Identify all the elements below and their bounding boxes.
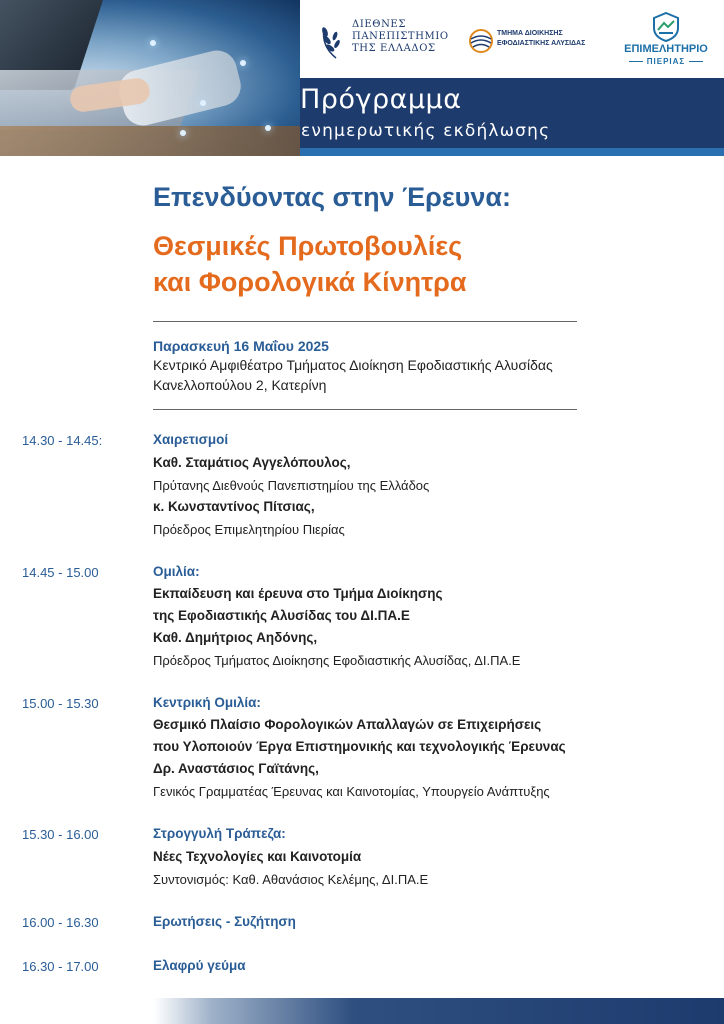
program-label: Χαιρετισμοί — [153, 432, 229, 447]
program-line: Συντονισμός: Καθ. Αθανάσιος Κελέμης, ΔΙ.ΠΑ.Ε — [153, 872, 429, 887]
program-line: Δρ. Αναστάσιος Γαϊτάνης, — [153, 761, 319, 776]
program-line: Πρόεδρος Επιμελητηρίου Πιερίας — [153, 522, 345, 537]
hero-laptop-image — [0, 0, 300, 156]
program-line: Καθ. Σταμάτιος Αγγελόπουλος, — [153, 455, 351, 470]
program-time: 14.45 - 15.00 — [22, 565, 99, 580]
program-line: Γενικός Γραμματέας Έρευνας και Καινοτομίας, Υπουργείο Ανάπτυξης — [153, 784, 550, 799]
department-name-line: ΤΜΗΜΑ ΔΙΟΙΚΗΣΗΣ — [497, 30, 563, 37]
footer-band — [154, 998, 724, 1024]
university-name — [352, 19, 449, 55]
program-subtitle: ενημερωτικής εκδήλωσης — [301, 121, 551, 141]
glow-dot — [265, 125, 271, 131]
program-line: Εκπαίδευση και έρευνα στο Τμήμα Διοίκησης — [153, 586, 443, 601]
program-line: Νέες Τεχνολογίες και Καινοτομία — [153, 849, 362, 864]
chamber-subname: ΠΙΕΡΙΑΣ — [622, 57, 710, 66]
department-name-line: ΕΦΟΔΙΑΣΤΙΚΗΣ ΑΛΥΣΙΔΑΣ — [497, 40, 586, 47]
glow-dot — [150, 40, 156, 46]
program-time: 14.30 - 14.45: — [22, 433, 103, 448]
program-time: 16.00 - 16.30 — [22, 915, 99, 930]
department-globe-logo-icon — [468, 28, 494, 54]
glow-dot — [240, 60, 246, 66]
event-date: Παρασκευή 16 Μαΐου 2025 — [153, 338, 329, 354]
glow-dot — [200, 100, 206, 106]
university-name-line: ΔΙΕΘΝΕΣ — [352, 19, 406, 30]
title-band-stripe — [300, 148, 724, 156]
program-time: 16.30 - 17.00 — [22, 959, 99, 974]
desk-shape — [0, 126, 300, 156]
chamber-shield-logo-icon — [652, 12, 680, 42]
event-heading-line3: και Φορολογικά Κίνητρα — [153, 267, 467, 297]
department-name — [497, 29, 585, 49]
divider — [153, 321, 577, 322]
program-line: Καθ. Δημήτριος Αηδόνης, — [153, 630, 318, 645]
event-address: Κανελλοπούλου 2, Κατερίνη — [153, 377, 327, 393]
program-label: Ομιλία: — [153, 564, 200, 579]
program-line: Πρόεδρος Τμήματος Διοίκησης Εφοδιαστικής Αλυσίδας, ΔΙ.ΠΑ.Ε — [153, 653, 521, 668]
program-label: Ερωτήσεις - Συζήτηση — [153, 914, 296, 929]
program-line: Θεσμικό Πλαίσιο Φορολογικών Απαλλαγών σε Επιχειρήσεις — [153, 717, 542, 732]
program-line: κ. Κωνσταντίνος Πίτσιας, — [153, 499, 315, 514]
university-name-line: ΤΗΣ ΕΛΛΑΔΟΣ — [352, 43, 436, 54]
program-line: Πρύτανης Διεθνούς Πανεπιστημίου της Ελλάδος — [153, 478, 430, 493]
program-label: Ελαφρύ γεύμα — [153, 958, 246, 973]
program-label: Κεντρική Ομιλία: — [153, 695, 261, 710]
event-heading-line1: Επενδύοντας στην Έρευνα: — [153, 182, 511, 212]
university-name-line: ΠΑΝΕΠΙΣΤΗΜΙΟ — [352, 31, 449, 42]
program-line: που Υλοποιούν Έργα Επιστημονικής και τεχνολογικής Έρευνας — [153, 739, 566, 754]
program-line: της Εφοδιαστικής Αλυσίδας του ΔΙ.ΠΑ.Ε — [153, 608, 410, 623]
glow-dot — [180, 130, 186, 136]
university-laurel-logo-icon — [316, 18, 356, 62]
event-heading-line2: Θεσμικές Πρωτοβουλίες — [153, 231, 463, 261]
event-venue: Κεντρικό Αμφιθέατρο Τμήματος Διοίκηση Εφοδιαστικής Αλυσίδας — [153, 357, 553, 373]
divider — [153, 409, 577, 410]
program-label: Στρογγυλή Τράπεζα: — [153, 826, 286, 841]
program-time: 15.00 - 15.30 — [22, 696, 99, 711]
program-time: 15.30 - 16.00 — [22, 827, 99, 842]
program-title: Πρόγραμμα — [300, 84, 462, 115]
chamber-name: ΕΠΙΜΕΛΗΤΗΡΙΟ — [624, 43, 708, 55]
